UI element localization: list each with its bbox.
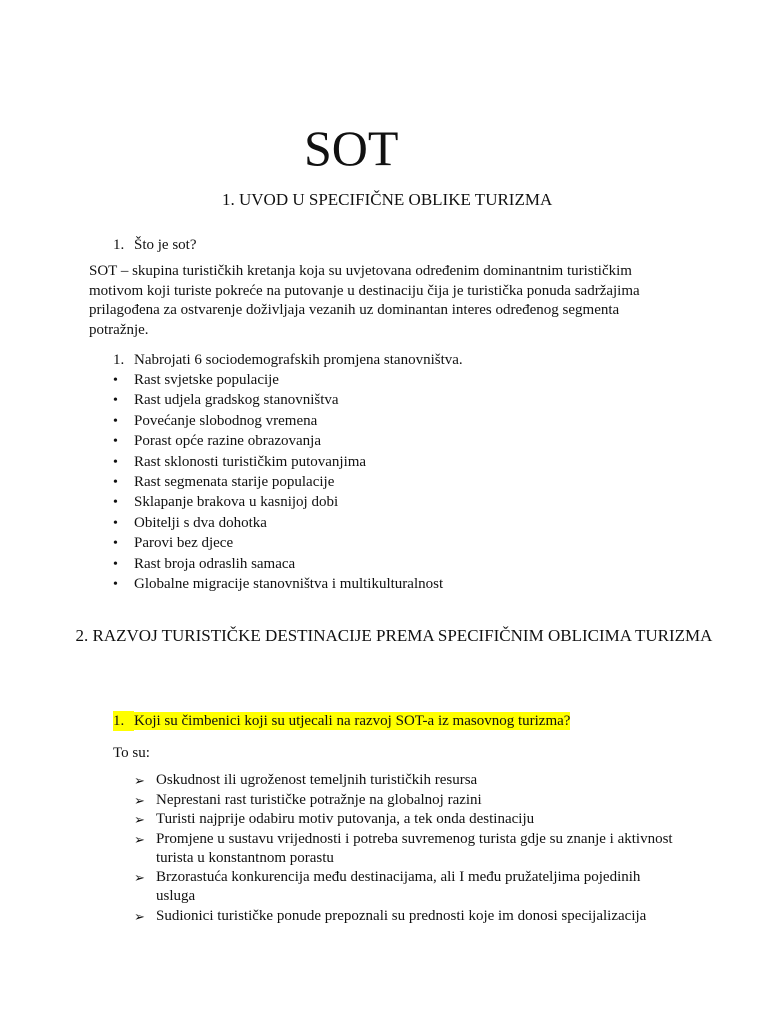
question-number: 1.	[113, 711, 134, 731]
list-item-text: Rast segmenata starije populacije	[134, 473, 335, 490]
sot-definition: SOT – skupina turističkih kretanja koja su uvjetovana određenim dominantnim turističkim motivom koji turiste pokreće na putovanje u destinaciju čija je turistička ponuda sadržajima prilagođena za ostvarenje doživljaja vezanih uz dominantan interes određenog segmenta potražnje.	[89, 263, 640, 338]
list-item	[134, 868, 674, 906]
list-item	[113, 554, 443, 574]
list-item	[113, 390, 443, 410]
question-what-is-sot	[113, 235, 197, 255]
list-item-text: Sklapanje brakova u kasnijoj dobi	[134, 494, 339, 511]
arrow-bullet-icon: ➢	[134, 908, 145, 924]
bullet-icon: •	[113, 454, 118, 470]
list-item-text: Obitelji s dva dohotka	[134, 514, 267, 531]
bullet-icon: •	[113, 576, 118, 592]
bullet-icon: •	[113, 373, 118, 388]
list-item	[113, 452, 443, 472]
factors-list	[134, 771, 674, 926]
list-item-text: Neprestani rast turističke potražnje na globalnoj razini	[156, 791, 482, 808]
list-item	[113, 411, 443, 431]
bullet-icon: •	[113, 474, 118, 490]
list-item-text: Rast broja odraslih samaca	[134, 555, 296, 572]
arrow-bullet-icon: ➢	[134, 870, 145, 885]
question-text: Što je sot?	[134, 237, 197, 253]
list-item	[113, 533, 443, 553]
list-item-text: Promjene u sustavu vrijednosti i potreba suvremenog turista gdje su znanje i aktivnost turista u konstantnom porastu	[156, 830, 673, 866]
list-item	[134, 791, 674, 810]
section-2-heading: 2. RAZVOJ TURISTIČKE DESTINACIJE PREMA SPECIFIČNIM OBLICIMA TURIZMA	[75, 626, 713, 645]
bullet-icon: •	[113, 413, 118, 429]
list-item-text: Porast opće razine obrazovanja	[134, 433, 321, 450]
bullet-icon: •	[113, 495, 118, 511]
list-item	[113, 431, 443, 451]
list-item-text: Rast udjela gradskog stanovništva	[134, 392, 339, 409]
list-item	[134, 810, 674, 829]
list-item-text: Turisti najprije odabiru motiv putovanja, a tek onda destinaciju	[156, 811, 535, 827]
list-item-text: Rast sklonosti turističkim putovanjima	[134, 453, 367, 470]
list-item	[113, 472, 443, 492]
arrow-bullet-icon: ➢	[134, 792, 145, 808]
highlighted-question-text: Koji su čimbenici koji su utjecali na razvoj SOT-a iz masovnog turizma?	[134, 713, 571, 729]
list-item	[113, 370, 443, 390]
list-item-text: Parovi bez djece	[134, 535, 234, 552]
list-item	[134, 907, 674, 926]
list-item	[113, 513, 443, 533]
bullet-icon: •	[113, 515, 118, 531]
list-item	[134, 771, 674, 790]
list-item	[113, 492, 443, 512]
list-intro: To su:	[113, 745, 150, 761]
list-item-text: Globalne migracije stanovništva i multikulturalnost	[134, 575, 444, 592]
list-item-text: Sudionici turističke ponude prepoznali su prednosti koje im donosi specijalizacija	[156, 907, 647, 924]
list-item-text: Brzorastuća konkurencija među destinacijama, ali I među pružateljima pojedinih usluga	[156, 869, 641, 904]
document-title: SOT	[304, 120, 399, 176]
question-number: 1.	[113, 352, 125, 368]
arrow-bullet-icon: ➢	[134, 812, 145, 827]
question-factors-highlighted	[113, 711, 570, 731]
bullet-icon: •	[113, 393, 118, 409]
list-item-text: Povećanje slobodnog vremena	[134, 412, 318, 429]
list-item	[134, 830, 674, 868]
arrow-bullet-icon: ➢	[134, 831, 145, 847]
section-1-heading: 1. UVOD U SPECIFIČNE OBLIKE TURIZMA	[222, 190, 553, 209]
bullet-icon: •	[113, 536, 118, 552]
question-number: 1.	[113, 237, 125, 253]
list-item-text: Oskudnost ili ugroženost temeljnih turističkih resursa	[156, 772, 478, 788]
arrow-bullet-icon: ➢	[134, 773, 145, 788]
bullet-icon: •	[113, 556, 118, 572]
question-sociodemographic	[113, 350, 463, 370]
bullet-icon: •	[113, 434, 118, 450]
sociodemographic-list	[113, 370, 443, 594]
list-item	[113, 574, 443, 594]
question-text: Nabrojati 6 sociodemografskih promjena stanovništva.	[134, 352, 463, 368]
list-item-text: Rast svjetske populacije	[134, 372, 279, 388]
